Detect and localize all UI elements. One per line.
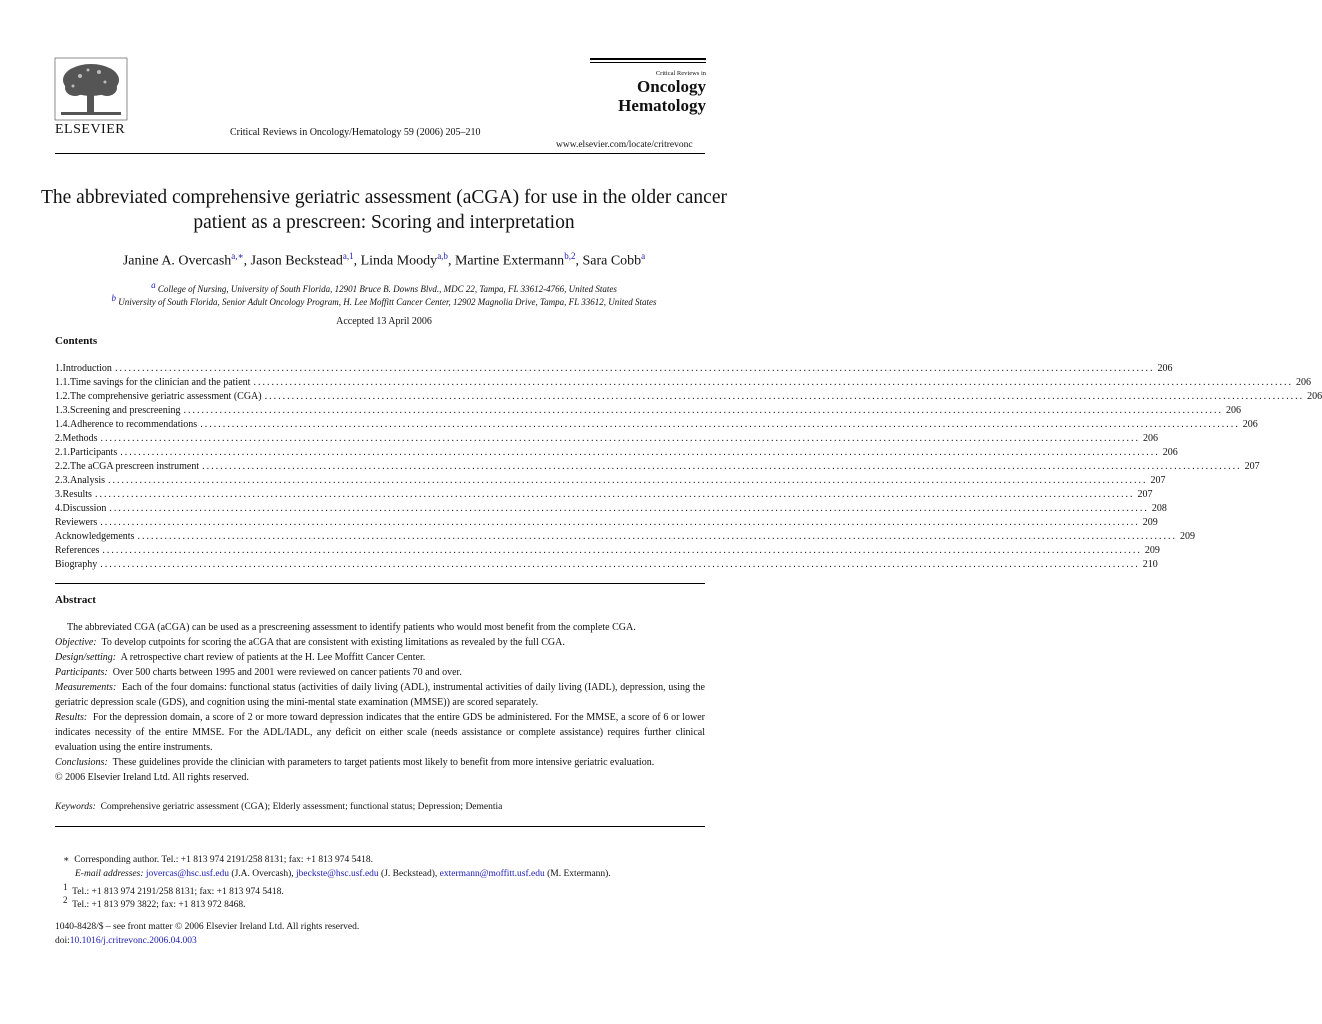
toc-leader-dots: ....................................................................................................................................................................................................................................... — [100, 559, 1140, 570]
affiliation-b: $^b$ University of South Florida, Senior Adult Oncology Program, H. Lee Moffitt Cancer Center, 12902 Magnolia Drive, Tampa, FL 33612, United States — [111, 293, 657, 307]
toc-row[interactable] — [55, 488, 1153, 502]
abstract-participants: Participants: Over 500 charts between 1995 and 2001 were reviewed on cancer patients 70 and over. — [55, 667, 462, 678]
toc-label: Biography — [55, 559, 98, 570]
abstract-copyright: © 2006 Elsevier Ireland Ltd. All rights reserved. — [55, 772, 249, 783]
toc-label: The comprehensive geriatric assessment (CGA) — [70, 391, 262, 402]
toc-page: 210 — [1142, 559, 1158, 570]
toc-number: 2. — [55, 433, 63, 444]
keywords: Keywords: Comprehensive geriatric assessment (CGA); Elderly assessment; functional status; Depression; Dementia — [55, 802, 503, 812]
toc-page: 206 — [1143, 433, 1158, 444]
article-title: The abbreviated comprehensive geriatric assessment (aCGA) for use in the older cancer patient as a prescreen: Scoring and interpretation — [40, 187, 727, 233]
toc-row[interactable] — [55, 362, 1173, 376]
toc-leader-dots: ....................................................................................................................................................................................................................................... — [100, 433, 1140, 444]
toc-subnumber: 1.1. — [55, 377, 70, 388]
author-affiliation-mark[interactable]: a,b — [437, 251, 448, 261]
toc-label: Reviewers — [55, 517, 98, 528]
author-list: Janine A. Overcash$^{a,∗}$, Jason Beckstead$^{a,1}$, Linda Moody$^{a,b}$, Martine Extermann$^{b,2}$, Sara Cobb$^a$ — [122, 251, 646, 269]
toc-subnumber: 2.3. — [55, 475, 70, 486]
toc-page: 207 — [1244, 461, 1260, 472]
toc-subnumber: 1.3. — [55, 405, 70, 416]
toc-label: Time savings for the clinician and the patient — [70, 377, 251, 388]
abstract-measurements: Measurements: Each of the four domains: functional status (activities of daily living (ADL), instrumental activities of daily living (IADL), depression, using the geriatric depression scale (GDS), and cognition using the mini-mental state examination (MMSE)) are scored separately. — [55, 682, 705, 708]
author-name: Martine Extermann — [454, 253, 565, 269]
author-name: Linda Moody — [360, 253, 438, 269]
toc-row[interactable] — [55, 376, 1311, 390]
toc-subnumber: 1.4. — [55, 419, 70, 430]
toc-leader-dots: ....................................................................................................................................................................................................................................... — [202, 461, 1242, 472]
toc-page: 209 — [1142, 517, 1158, 528]
author-affiliation-mark[interactable]: a,∗ — [231, 251, 244, 261]
toc-number: 3. — [55, 489, 63, 500]
toc-row[interactable] — [55, 502, 1167, 516]
author-affiliation-mark[interactable]: b,2 — [564, 251, 576, 261]
toc-leader-dots: ....................................................................................................................................................................................................................................... — [109, 503, 1149, 514]
footnote-1: $^1$ Tel.: +1 813 974 2191/258 8131; fax: +1 813 974 5418. — [63, 882, 284, 898]
toc-subnumber: 2.2. — [55, 461, 70, 472]
toc-label: Methods — [62, 433, 98, 444]
elsevier-tree-logo-icon — [55, 58, 127, 120]
journal-title-line1: Oncology — [637, 77, 706, 96]
toc-label: Acknowledgements — [55, 531, 135, 542]
toc-label: Analysis — [70, 475, 105, 486]
toc-leader-dots: ....................................................................................................................................................................................................................................... — [120, 447, 1160, 458]
email-link-overcash[interactable]: jovercas@hsc.usf.edu — [145, 869, 230, 879]
toc-row[interactable] — [55, 404, 1242, 418]
abstract-conclusions: Conclusions: These guidelines provide the clinician with parameters to target patients most likely to benefit from more intensive geriatric evaluation. — [55, 757, 655, 768]
toc-page: 208 — [1151, 503, 1167, 514]
email-link-beckstead[interactable]: jbeckste@hsc.usf.edu — [296, 869, 379, 879]
journal-logo — [590, 58, 706, 115]
journal-prefix: Critical Reviews in — [655, 70, 706, 77]
email-link-extermann[interactable]: extermann@moffitt.usf.edu — [439, 869, 545, 879]
toc-leader-dots: ....................................................................................................................................................................................................................................... — [100, 517, 1140, 528]
toc-label: Discussion — [62, 503, 107, 514]
toc-leader-dots: ....................................................................................................................................................................................................................................... — [264, 391, 1305, 402]
toc-row[interactable] — [55, 474, 1166, 488]
toc-leader-dots: ....................................................................................................................................................................................................................................... — [108, 475, 1148, 486]
publisher-name: ELSEVIER — [55, 122, 126, 137]
toc-row[interactable] — [55, 432, 1158, 446]
abstract-divider — [55, 583, 705, 584]
toc-page: 207 — [1137, 489, 1153, 500]
toc-leader-dots: ....................................................................................................................................................................................................................................... — [102, 545, 1142, 556]
toc-page: 206 — [1162, 447, 1178, 458]
toc-page: 209 — [1179, 531, 1195, 542]
author-name: Jason Beckstead — [250, 253, 343, 269]
front-matter — [55, 921, 359, 948]
affiliation-a: $^a$ College of Nursing, University of South Florida, 12901 Bruce B. Downs Blvd., MDC 22, Tampa, FL 33612-4766, United States — [151, 280, 617, 294]
footnote-2: $^2$ Tel.: +1 813 979 3822; fax: +1 813 972 8468. — [63, 895, 246, 911]
toc-page: 206 — [1242, 419, 1258, 430]
abstract-objective: Objective: To develop cutpoints for scoring the aCGA that are consistent with existing limitations as revealed by the full CGA. — [55, 637, 565, 648]
toc-leader-dots: ....................................................................................................................................................................................................................................... — [183, 405, 1224, 416]
toc-row[interactable] — [55, 516, 1158, 530]
toc-page: 206 — [1295, 377, 1311, 388]
toc-label: The aCGA prescreen instrument — [70, 461, 200, 472]
toc-row[interactable] — [55, 418, 1258, 432]
toc-label: Participants — [70, 447, 118, 458]
toc-page: 206 — [1157, 363, 1173, 374]
author-affiliation-mark[interactable]: a,1 — [342, 251, 354, 261]
toc-row[interactable] — [55, 558, 1158, 572]
accepted-date: Accepted 13 April 2006 — [336, 316, 432, 327]
toc-number: 1. — [55, 363, 63, 374]
toc-label: Introduction — [62, 363, 112, 374]
toc-row[interactable] — [55, 530, 1195, 544]
toc-label: References — [55, 545, 100, 556]
abstract-heading: Abstract — [55, 594, 96, 606]
toc-leader-dots: ....................................................................................................................................................................................................................................... — [94, 489, 1135, 500]
toc-page: 206 — [1226, 405, 1242, 416]
toc-row[interactable] — [55, 446, 1178, 460]
toc-row[interactable] — [55, 544, 1160, 558]
abstract-body — [55, 620, 705, 785]
toc-leader-dots: ....................................................................................................................................................................................................................................... — [137, 531, 1177, 542]
author-name: Janine A. Overcash — [122, 253, 232, 269]
journal-citation: Critical Reviews in Oncology/Hematology 59 (2006) 205–210 — [230, 127, 481, 138]
table-of-contents — [55, 362, 1322, 572]
abstract-design: Design/setting: A retrospective chart review of patients at the H. Lee Moffitt Cancer Center. — [55, 652, 426, 663]
toc-leader-dots: ....................................................................................................................................................................................................................................... — [200, 419, 1240, 430]
abstract-results: Results: For the depression domain, a score of 2 or more toward depression indicates that the entire GDS be administered. For the MMSE, a score of 6 or lower indicates necessity of the entire MMSE. For the ADL/IADL, any deficit on either scale (needs assistance or complete assistance) requires further clinical evaluation using the entire instruments. — [55, 712, 706, 753]
toc-subnumber: 2.1. — [55, 447, 70, 458]
toc-number: 4. — [55, 503, 63, 514]
doi-line: doi:10.1016/j.critrevonc.2006.04.003 — [55, 935, 197, 946]
toc-leader-dots: ....................................................................................................................................................................................................................................... — [253, 377, 1293, 388]
toc-label: Adherence to recommendations — [70, 419, 198, 430]
journal-title-line2: Hematology — [618, 96, 706, 115]
header-divider — [55, 153, 705, 154]
toc-leader-dots: ....................................................................................................................................................................................................................................... — [114, 363, 1155, 374]
toc-page: 209 — [1144, 545, 1160, 556]
footnote-emails: E-mail addresses: jovercas@hsc.usf.edu (J.A. Overcash), jbeckste@hsc.usf.edu (J. Beckstead), extermann@moffitt.usf.edu (M. Extermann). — [75, 869, 611, 879]
author-name: Sara Cobb — [582, 253, 642, 269]
keywords-divider — [55, 826, 705, 827]
journal-url[interactable]: www.elsevier.com/locate/critrevonc — [556, 140, 693, 150]
contents-heading: Contents — [55, 335, 98, 347]
toc-row[interactable] — [55, 390, 1322, 404]
footnote-corresponding: ∗ Corresponding author. Tel.: +1 813 974 2191/258 8131; fax: +1 813 974 5418. — [63, 855, 374, 865]
toc-subnumber: 1.2. — [55, 391, 70, 402]
toc-label: Screening and prescreening — [70, 405, 181, 416]
doi-link[interactable]: 10.1016/j.critrevonc.2006.04.003 — [69, 935, 197, 946]
author-affiliation-mark[interactable]: a — [641, 251, 646, 261]
toc-row[interactable] — [55, 460, 1260, 474]
toc-label: Results — [62, 489, 92, 500]
abstract-intro: The abbreviated CGA (aCGA) can be used as a prescreening assessment to identify patients who would most benefit from the complete CGA. — [67, 622, 636, 633]
toc-page: 207 — [1150, 475, 1166, 486]
toc-page: 206 — [1307, 391, 1322, 402]
issn-line: 1040-8428/$ – see front matter © 2006 Elsevier Ireland Ltd. All rights reserved. — [55, 922, 360, 932]
